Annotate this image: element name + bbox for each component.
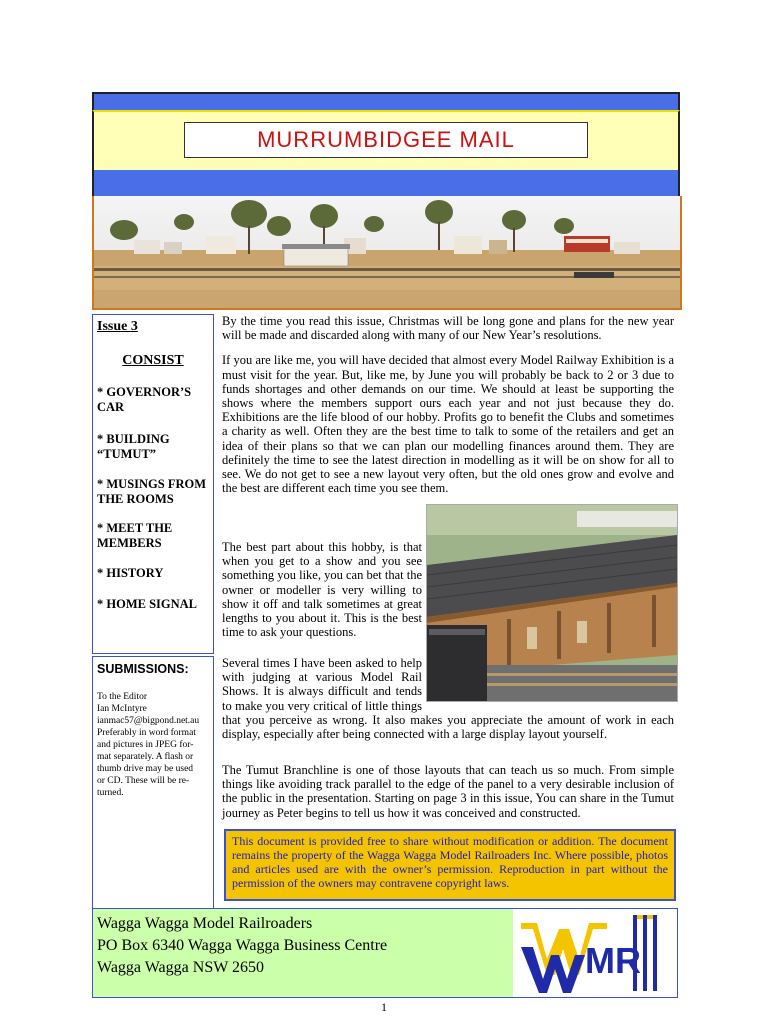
- masthead-top-bar: [92, 92, 680, 112]
- editor-email: ianmac57@bigpond.net.au: [97, 716, 200, 726]
- club-postal-address: PO Box 6340 Wagga Wagga Business Centre: [97, 937, 388, 954]
- copyright-notice: [224, 829, 676, 901]
- newsletter-title: MURRUMBIDGEE MAIL: [257, 127, 515, 152]
- issue-number: Issue 3: [97, 319, 138, 334]
- club-name: Wagga Wagga Model Railroaders: [97, 915, 313, 932]
- toc-item-line: “TUMUT”: [97, 447, 157, 461]
- page-number: 1: [381, 1000, 387, 1014]
- club-address-block: [93, 909, 513, 997]
- club-town: Wagga Wagga NSW 2650: [97, 959, 265, 976]
- submissions-line: mat separately. A flash or: [97, 752, 194, 762]
- masthead-band: [92, 110, 680, 172]
- article-paragraph: The Tumut Branchline is one of those layouts that can teach us so much. From simple things like avoiding track parallel to the edge of the panel to a very desirable inclusion of the public in the presentation. Starting on page 3 in this issue, You can share in the Tumut journey as Peter begins to tell us how it was conceived and constructed.: [222, 763, 674, 820]
- notice-text: This document is provided free to share without modification or addition. The document remains the property of the Wagga Wagga Model Railroaders Inc. Where possible, photos and articles used are with the owner’s permission. Reproduction in part without the permission of the owners may contravene copyright laws.: [232, 834, 668, 890]
- toc-item: [97, 566, 215, 581]
- toc-item: [97, 597, 215, 612]
- toc-item: [97, 477, 215, 507]
- masthead-bottom-bar: [92, 170, 680, 196]
- logo-letters: MR: [585, 940, 641, 981]
- submissions-line: turned.: [97, 788, 124, 798]
- article-paragraph: If you are like me, you will have decided that almost every Model Railway Exhibition is a must visit for the year. But, like me, by June you will probably be back to 2 or 3 due to funds shortages and other demands on our time. We should at least be supporting the shows where the members support ours each year and not just because they do. Exhibitions are the life blood of our hobby. Profits go to benefit the Clubs and sometimes a charity as well. Often they are the best time to talk to some of the retailers and get an idea of their plans so that we can plan our modelling finances around them. They are definitely the time to see the latest direction in modelling as it will be on show for all to see. We do not get to see a new layout very often, but the old ones grow and evolve and the best are different each time you see them.: [222, 353, 674, 496]
- submissions-line: or CD. These will be re-: [97, 776, 190, 786]
- banner-illustration: [94, 196, 680, 308]
- toc-item-line: * HOME SIGNAL: [97, 597, 198, 611]
- submissions-line: Preferably in word format: [97, 728, 196, 738]
- toc-item-line: CAR: [97, 400, 125, 414]
- toc-item: [97, 432, 215, 462]
- article-paragraph: By the time you read this issue, Christmas will be long gone and plans for the new year will be made and discarded along with many of our New Year’s resolutions.: [222, 314, 674, 343]
- toc-item-line: * GOVERNOR’S: [97, 385, 192, 399]
- submissions-line: Ian McIntyre: [97, 704, 147, 714]
- station-photo: [426, 504, 678, 702]
- toc-item-line: * MEET THE: [97, 521, 173, 535]
- submissions-line: To the Editor: [97, 692, 147, 702]
- article-paragraph-text: Several times I have been asked to help with judging at various Model Rail Shows. It is always difficult and tends to make you very critical of little things that you perceive as wrong. It also makes you appreciate the amount of work in each display, especially after being connected with a large display layout yourself.: [222, 656, 674, 742]
- toc-item-line: THE ROOMS: [97, 492, 174, 506]
- contents-sidebar: [92, 314, 214, 654]
- submissions-line: thumb drive may be used: [97, 764, 194, 774]
- layout-banner-photo: [92, 196, 682, 310]
- wmr-logo: [515, 909, 677, 997]
- toc-item-line: * BUILDING: [97, 432, 170, 446]
- toc-item-line: * MUSINGS FROM: [97, 477, 207, 491]
- toc-item: [97, 385, 215, 415]
- contents-heading: CONSIST: [122, 353, 184, 368]
- submissions-heading: SUBMISSIONS:: [97, 662, 189, 676]
- club-footer: [92, 908, 678, 998]
- submissions-line: and pictures in JPEG for-: [97, 740, 194, 750]
- station-illustration: [427, 505, 677, 701]
- submissions-body: [97, 691, 213, 799]
- article-paragraph: The best part about this hobby, is that when you get to a show and you see something you like, you can bet that the owner or modeller is very willing to show it off and talk sometimes at great lengths to you about it. This is the best time to ask your questions.: [222, 540, 422, 640]
- article-top: [222, 314, 674, 506]
- toc-item-line: MEMBERS: [97, 536, 162, 550]
- masthead-title-box: [184, 122, 588, 158]
- toc-item-line: * HISTORY: [97, 566, 164, 580]
- toc-item: [97, 521, 215, 551]
- wmr-logo-icon: [515, 909, 677, 997]
